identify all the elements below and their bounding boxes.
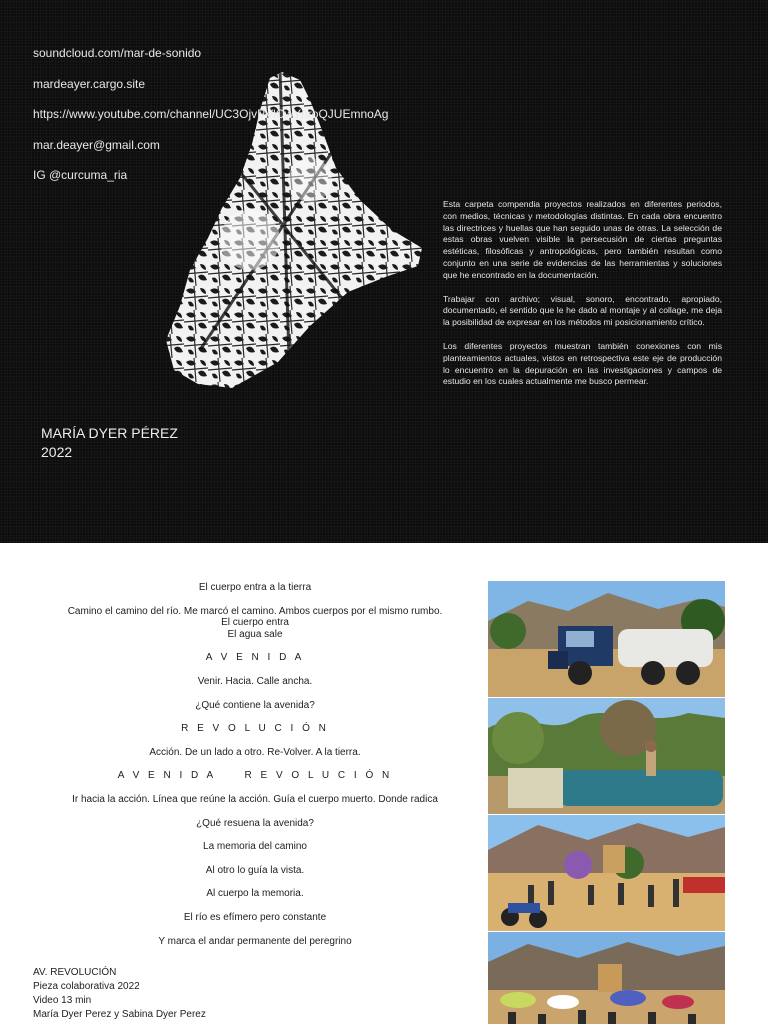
author-block xyxy=(41,424,178,462)
contact-links xyxy=(33,46,388,199)
intro-text xyxy=(443,199,722,400)
poem-line: La memoria del camino xyxy=(203,841,307,853)
work-credits xyxy=(33,966,206,1022)
work-title: AV. REVOLUCIÓN xyxy=(33,967,117,978)
instagram-link[interactable]: IG @curcuma_ria xyxy=(33,168,128,182)
author-name: MARÍA DYER PÉREZ xyxy=(41,425,178,441)
author-year: 2022 xyxy=(41,444,73,460)
procession-motorbike-photo xyxy=(488,815,725,931)
poem-line: Acción. De un lado a otro. Re-Volver. A la tierra. xyxy=(149,746,361,758)
poem-line: Al otro lo guía la vista. xyxy=(205,864,305,876)
poem-line: El cuerpo entra a la tierra xyxy=(198,582,312,593)
procession-umbrellas-photo xyxy=(488,932,725,1024)
project-page xyxy=(0,543,768,1024)
work-type: Pieza colaborativa 2022 xyxy=(33,981,140,992)
intro-paragraph-1: Esta carpeta compendia proyectos realizados en diferentes periodos, con medios, técnicas y metodologías distintas. En cada obra encuentro las directrices y huellas que han seguido unas de otras. La selección de estas obras vuelven visible la persecusión de ciertas preguntas estéticas, filosóficas y antropológicas, pero también resultan como conjunto en una serie de evidencias de las herramientas y soluciones que he encontrado en la documentación. xyxy=(443,199,722,280)
truck-rider-photo xyxy=(488,698,725,814)
poem-line: El cuerpo entra xyxy=(221,617,289,629)
email-link[interactable]: mar.deayer@gmail.com xyxy=(33,137,160,152)
poem-line: Al cuerpo la memoria. xyxy=(206,888,304,900)
youtube-link[interactable]: https://www.youtube.com/channel/UC3OjvPVlCwYnroQJUEmnoAg xyxy=(33,107,389,121)
photo-strip xyxy=(488,581,725,1024)
intro-paragraph-2: Trabajar con archivo; visual, sonoro, encontrado, apropiado, documentado, el sentido que le he dado al montaje y al collage, me deja la posibilidad de expresar en los métodos mi posicionamiento crítico. xyxy=(443,293,722,328)
poem-heading-revolucion: R E V O L U C I Ó N xyxy=(181,723,329,735)
poem-heading-avenida: A V E N I D A xyxy=(205,652,305,664)
poem-line: Camino el camino del río. Me marcó el camino. Ambos cuerpos por el mismo rumbo. xyxy=(67,605,443,617)
poem-line: Venir. Hacia. Calle ancha. xyxy=(197,675,313,687)
cargo-site-link[interactable]: mardeayer.cargo.site xyxy=(33,76,146,91)
work-authors: María Dyer Perez y Sabina Dyer Perez xyxy=(33,1009,206,1020)
poem-line: Y marca el andar permanente del peregrino xyxy=(158,935,352,947)
poem-line: El río es efímero pero constante xyxy=(183,911,327,923)
water-truck-photo xyxy=(488,581,725,697)
poem-line: ¿Qué contiene la avenida? xyxy=(195,699,315,711)
poem-heading-avenida-revolucion: A V E N I D A R E V O L U C I Ó N xyxy=(117,770,393,782)
poem-line: Ir hacia la acción. Línea que reúne la acción. Guía el cuerpo muerto. Donde radica xyxy=(72,793,438,805)
work-format: Video 13 min xyxy=(33,995,92,1006)
poem-line: El agua sale xyxy=(227,628,283,640)
soundcloud-link[interactable]: soundcloud.com/mar-de-sonido xyxy=(33,46,202,60)
poem-text xyxy=(40,582,470,959)
intro-paragraph-3: Los diferentes proyectos muestran también conexiones con mis planteamientos actuales, vistos en retrospectiva este eje de producción lo encuentro en la depuración en las investigaciones y campos de estudio en los cuales actualmente me busco permear. xyxy=(443,340,722,387)
poem-line: ¿Qué resuena la avenida? xyxy=(196,817,314,829)
